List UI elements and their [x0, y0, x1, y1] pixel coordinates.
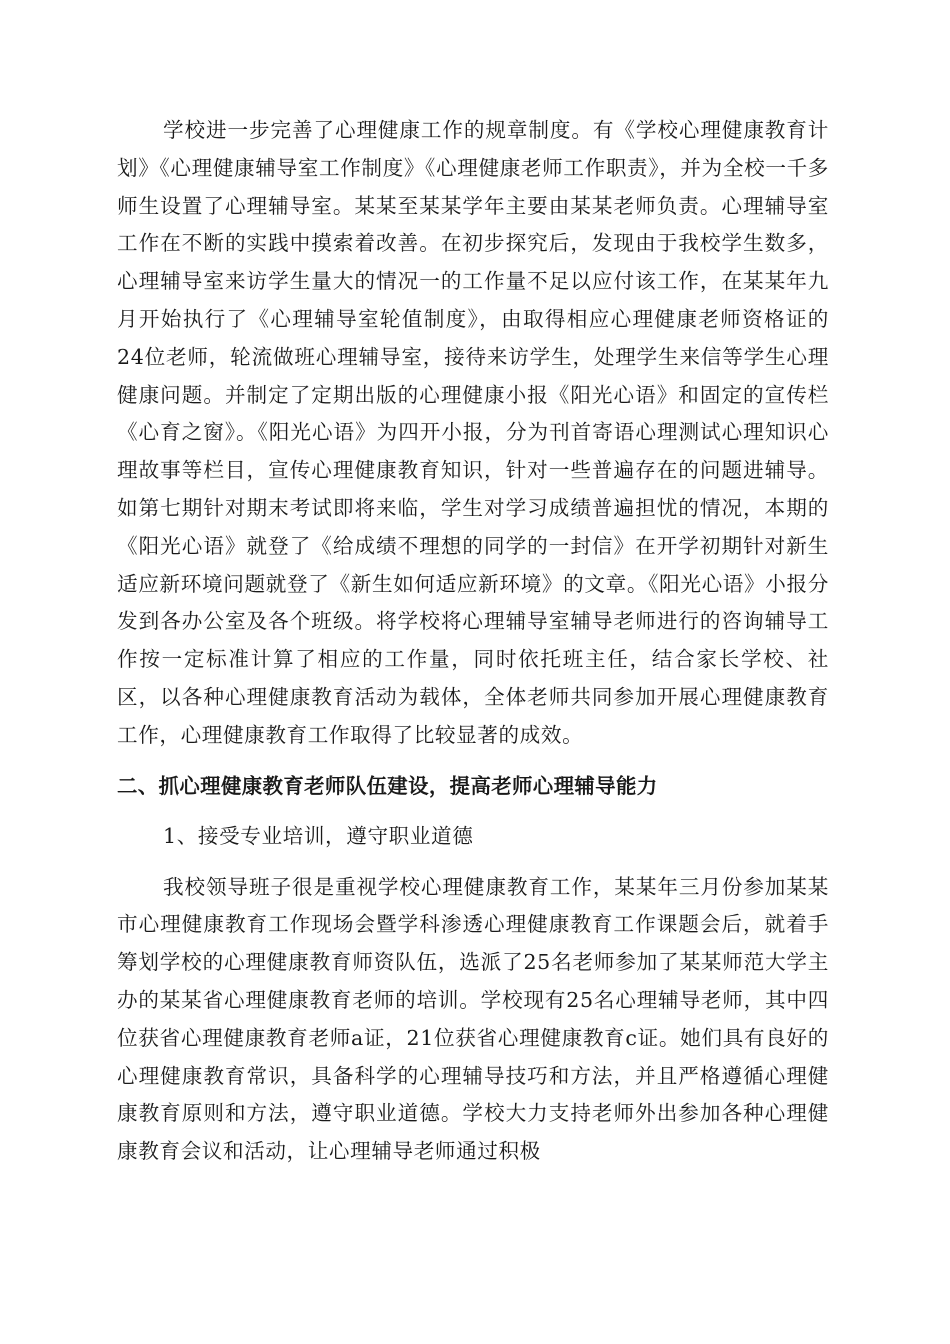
body-paragraph: 学校进一步完善了心理健康工作的规章制度。有《学校心理健康教育计划》《心理健康辅导室工作制度》《心理健康老师工作职责》，并为全校一千多师生设置了心理辅导室。某某至某某学年主要由某某老师负责。心理辅导室工作在不断的实践中摸索着改善。在初步探究后，发现由于我校学生数多，心理辅导室来访学生量大的情况一的工作量不足以应付该工作，在某某年九月开始执行了《心理辅导室轮值制度》，由取得相应心理健康老师资格证的24位老师，轮流做班心理辅导室，接待来访学生，处理学生来信等学生心理健康问题。并制定了定期出版的心理健康小报《阳光心语》和固定的宣传栏《心育之窗》。《阳光心语》为四开小报，分为刊首寄语心理测试心理知识心理故事等栏目，宣传心理健康教育知识，针对一些普遍存在的问题进辅导。如第七期针对期末考试即将来临，学生对学习成绩普遍担忧的情况，本期的《阳光心语》就登了《给成绩不理想的同学的一封信》在开学初期针对新生适应新环境问题就登了《新生如何适应新环境》的文章。《阳光心语》小报分发到各办公室及各个班级。将学校将心理辅导室辅导老师进行的咨询辅导工作按一定标准计算了相应的工作量，同时依托班主任，结合家长学校、社区，以各种心理健康教育活动为载体，全体老师共同参加开展心理健康教育工作，心理健康教育工作取得了比较显著的成效。 [117, 118, 829, 747]
body-paragraph: 我校领导班子很是重视学校心理健康教育工作，某某年三月份参加某某市心理健康教育工作现场会暨学科渗透心理健康教育工作课题会后，就着手筹划学校的心理健康教育师资队伍，选派了25名老师参加了某某师范大学主办的某某省心理健康教育老师的培训。学校现有25名心理辅导老师，其中四位获省心理健康教育老师a证，21位获省心理健康教育c证。她们具有良好的心理健康教育常识，具备科学的心理辅导技巧和方法，并且严格遵循心理健康教育原则和方法，遵守职业道德。学校大力支持老师外出参加各种心理健康教育会议和活动，让心理辅导老师通过积极 [117, 874, 829, 1164]
document-body [117, 112, 829, 1171]
section-heading: 二、抓心理健康教育老师队伍建设，提高老师心理辅导能力 [117, 773, 658, 798]
subsection-heading: 1、接受专业培训，遵守职业道德 [163, 823, 474, 848]
